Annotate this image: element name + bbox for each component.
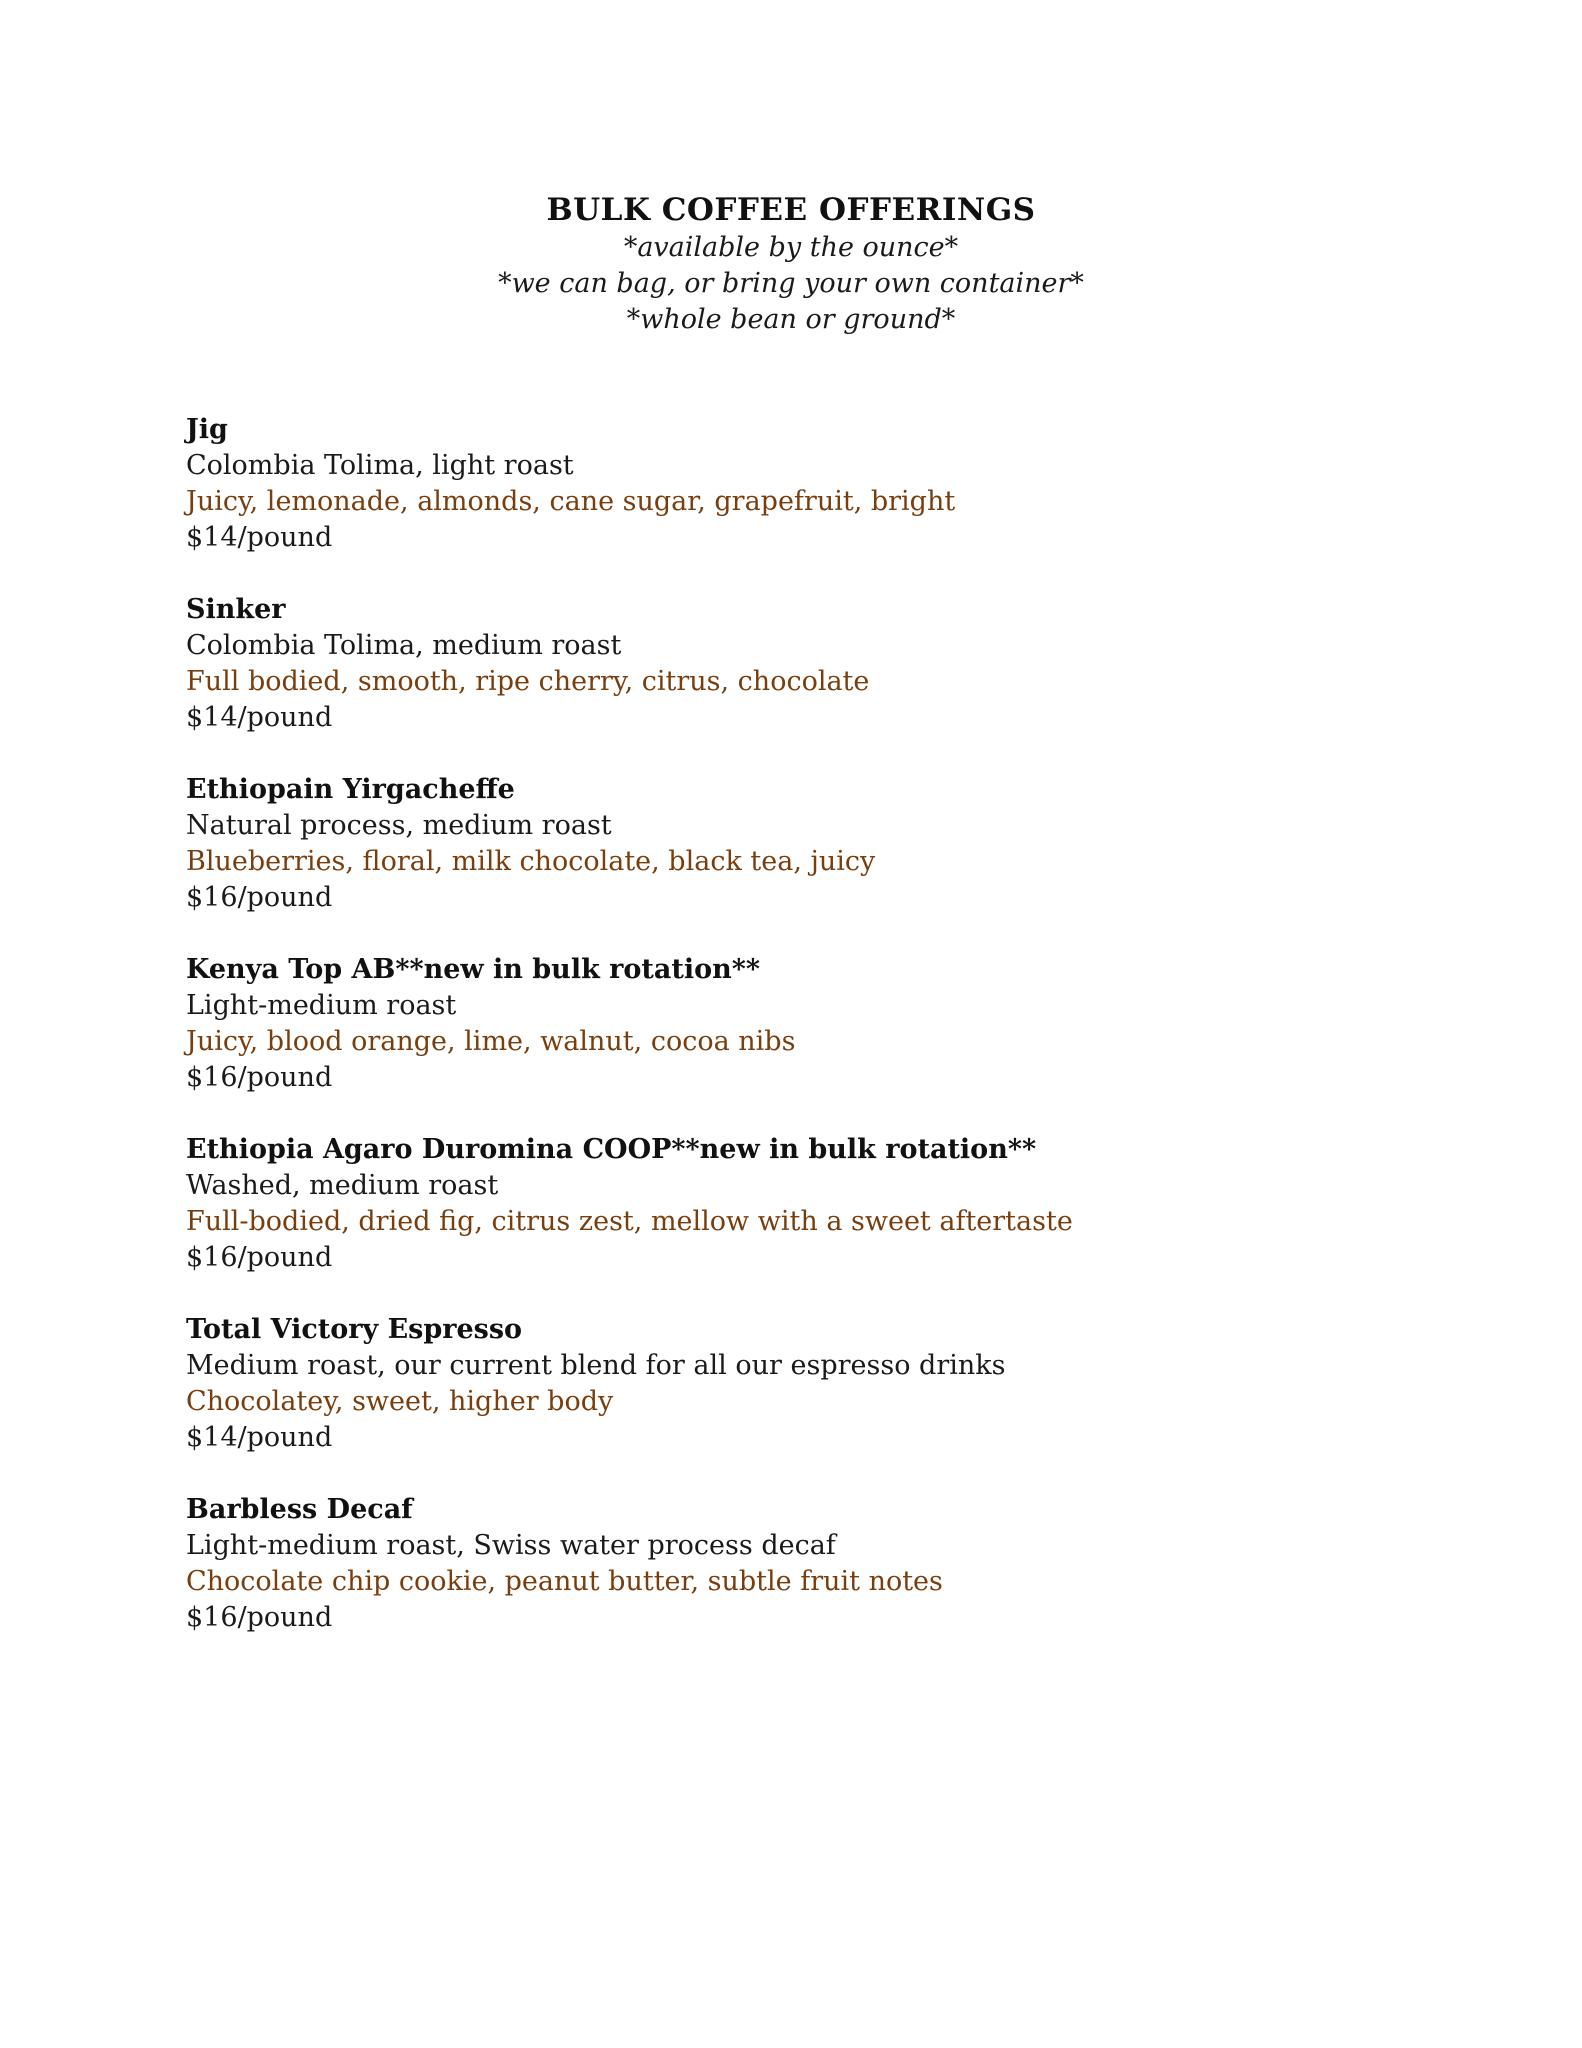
- coffee-item-jig: [186, 412, 1436, 556]
- subtitle-by-the-ounce: *available by the ounce*: [623, 232, 959, 263]
- coffee-name-text: Total Victory Espresso: [186, 1314, 523, 1345]
- coffee-item-barbless-decaf: [186, 1492, 1436, 1636]
- tasting-notes: Juicy, lemonade, almonds, cane sugar, grapefruit, bright: [186, 486, 956, 517]
- coffee-name-text: Ethiopia Agaro Duromina COOP: [186, 1134, 672, 1165]
- coffee-list: [186, 412, 1436, 1672]
- subtitle-bag-or-container: *we can bag, or bring your own container*: [498, 268, 1084, 299]
- coffee-name: [186, 1312, 1436, 1348]
- price: $16/pound: [186, 1602, 333, 1633]
- coffee-item-ethiopian-yirgacheffe: [186, 772, 1436, 916]
- coffee-description: Medium roast, our current blend for all our espresso drinks: [186, 1350, 1006, 1381]
- tasting-notes: Chocolate chip cookie, peanut butter, subtle fruit notes: [186, 1566, 943, 1597]
- coffee-name-text: Barbless Decaf: [186, 1494, 413, 1525]
- price: $14/pound: [186, 522, 333, 553]
- coffee-name-text: Ethiopain Yirgacheffe: [186, 774, 515, 805]
- coffee-description: Light-medium roast, Swiss water process decaf: [186, 1530, 836, 1561]
- coffee-item-sinker: [186, 592, 1436, 736]
- coffee-item-kenya-top-ab: [186, 952, 1436, 1096]
- coffee-description: Colombia Tolima, light roast: [186, 450, 574, 481]
- page-title: BULK COFFEE OFFERINGS: [546, 192, 1036, 228]
- tasting-notes: Chocolatey, sweet, higher body: [186, 1386, 614, 1417]
- coffee-item-ethiopia-agaro: [186, 1132, 1436, 1276]
- tasting-notes: Blueberries, floral, milk chocolate, black tea, juicy: [186, 846, 876, 877]
- coffee-name: [186, 952, 1436, 988]
- coffee-name-text: Kenya Top AB: [186, 954, 396, 985]
- coffee-description: Natural process, medium roast: [186, 810, 612, 841]
- coffee-name: [186, 592, 1436, 628]
- coffee-name: [186, 1132, 1436, 1168]
- tasting-notes: Full-bodied, dried fig, citrus zest, mellow with a sweet aftertaste: [186, 1206, 1073, 1237]
- coffee-name-text: Sinker: [186, 594, 286, 625]
- coffee-description: Colombia Tolima, medium roast: [186, 630, 622, 661]
- coffee-name-text: Jig: [186, 414, 228, 445]
- coffee-name: [186, 1492, 1436, 1528]
- coffee-description: Washed, medium roast: [186, 1170, 499, 1201]
- menu-header: [0, 190, 1582, 338]
- coffee-name: [186, 772, 1436, 808]
- price: $16/pound: [186, 882, 333, 913]
- coffee-tag: **new in bulk rotation**: [671, 1134, 1037, 1165]
- coffee-item-total-victory-espresso: [186, 1312, 1436, 1456]
- price: $16/pound: [186, 1242, 333, 1273]
- price: $14/pound: [186, 702, 333, 733]
- tasting-notes: Full bodied, smooth, ripe cherry, citrus, chocolate: [186, 666, 870, 697]
- tasting-notes: Juicy, blood orange, lime, walnut, cocoa nibs: [186, 1026, 796, 1057]
- coffee-description: Light-medium roast: [186, 990, 457, 1021]
- price: $16/pound: [186, 1062, 333, 1093]
- price: $14/pound: [186, 1422, 333, 1453]
- coffee-tag: **new in bulk rotation**: [395, 954, 760, 985]
- subtitle-whole-bean-or-ground: *whole bean or ground*: [626, 304, 956, 335]
- coffee-name: [186, 412, 1436, 448]
